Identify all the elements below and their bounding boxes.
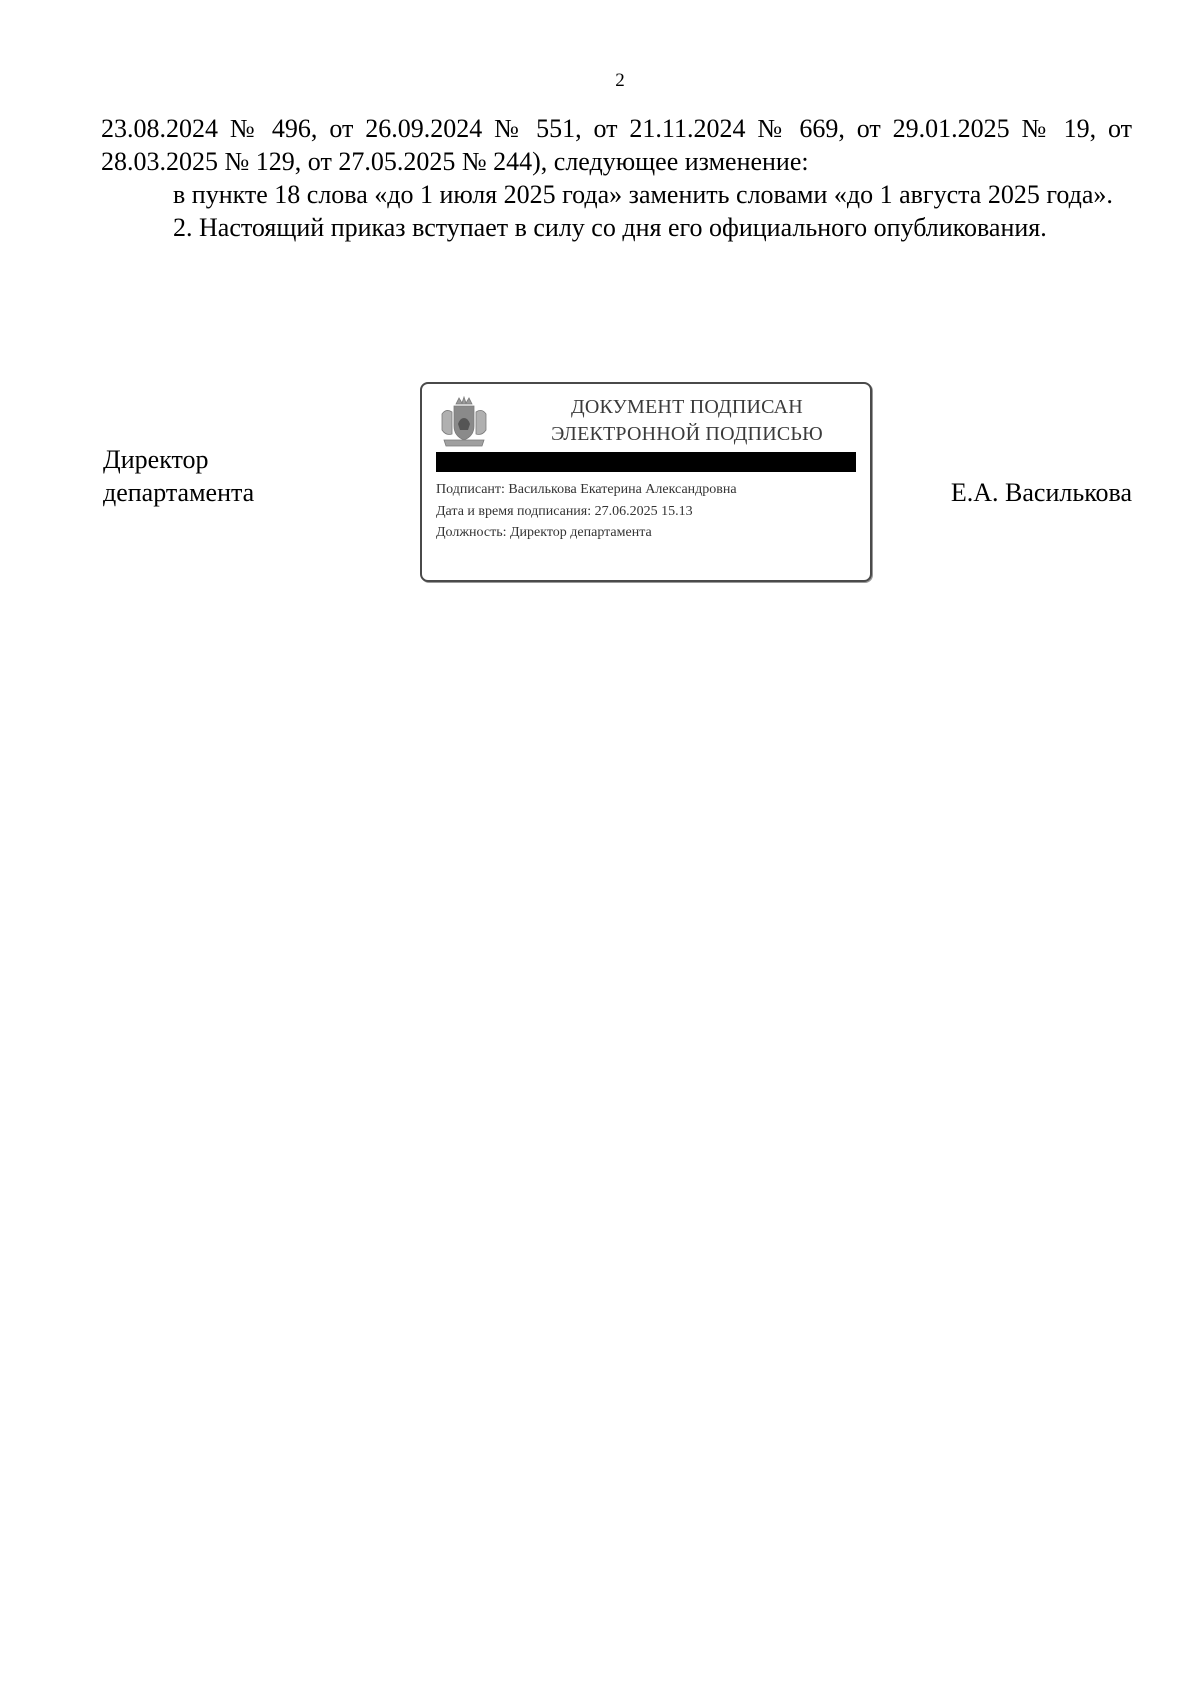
certificate-redaction-bar: [436, 452, 856, 472]
stamp-position: Должность: Директор департамента: [436, 525, 652, 540]
signer-name: Е.А. Василькова: [950, 478, 1132, 507]
electronic-signature-stamp: [420, 382, 872, 582]
body-paragraph-change-text: в пункте 18 слова «до 1 июля 2025 года» заменить словами «до 1 августа 2025 года».: [173, 180, 1113, 209]
coat-of-arms-icon: [436, 394, 492, 450]
stamp-title-line-1: ДОКУМЕНТ ПОДПИСАН: [571, 396, 803, 418]
stamp-signer: Подписант: Василькова Екатерина Александровна: [436, 482, 737, 497]
signer-title-line-2: департамента: [103, 478, 255, 507]
page-number: 2: [615, 70, 625, 91]
signer-title: [103, 443, 254, 509]
body-paragraph-effective-date: 2. Настоящий приказ вступает в силу со дня его официального опубликования.: [173, 213, 1047, 242]
body-paragraph-amendments-list: 23.08.2024 № 496, от 26.09.2024 № 551, от 21.11.2024 № 669, от 29.01.2025 № 19, от 28.03.2025 № 129, от 27.05.2025 № 244), следующее изменение:: [101, 114, 1132, 176]
signer-title-line-1: Директор: [103, 445, 209, 474]
stamp-details: [436, 479, 737, 544]
stamp-title-line-2: ЭЛЕКТРОННОЙ ПОДПИСЬЮ: [551, 423, 823, 445]
document-body: [101, 112, 1132, 244]
stamp-title: [522, 394, 852, 448]
stamp-datetime: Дата и время подписания: 27.06.2025 15.13: [436, 503, 693, 519]
